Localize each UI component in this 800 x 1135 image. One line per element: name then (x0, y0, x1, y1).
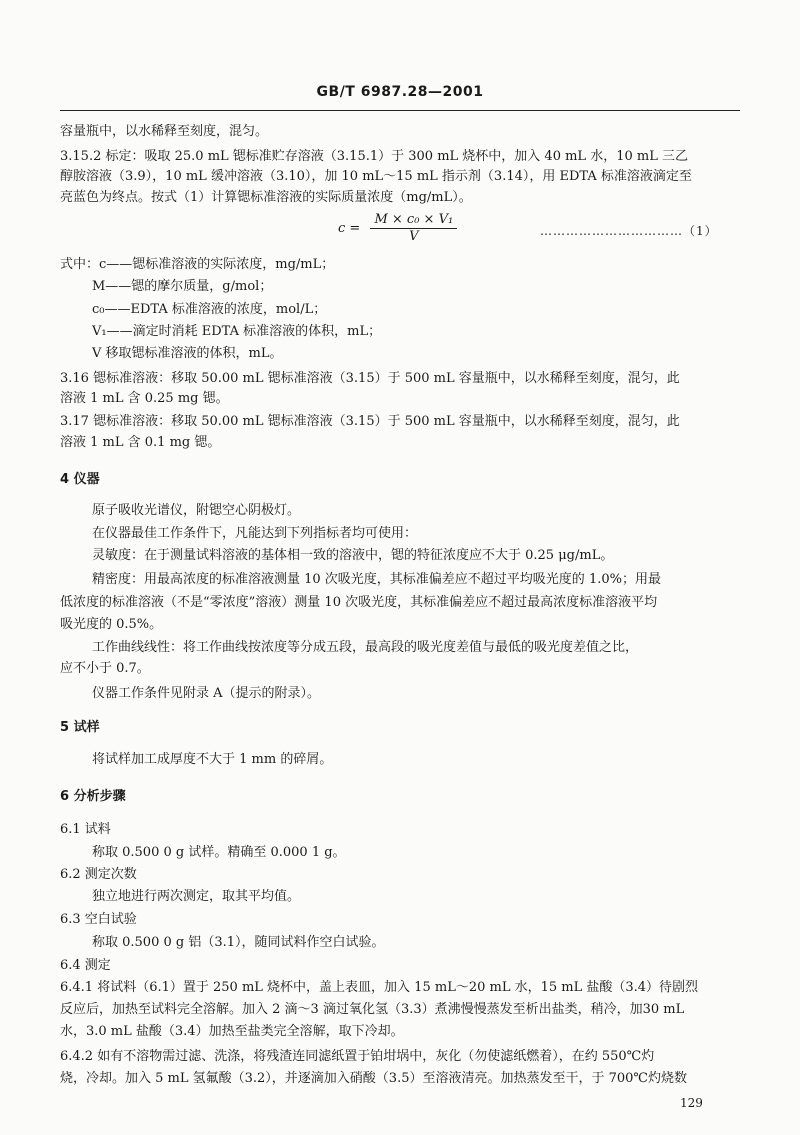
text-line: 3.16 锶标准溶液：移取 50.00 mL 锶标准溶液（3.15）于 500 mL 容量瓶中，以水稀释至刻度，混匀，此 (60, 371, 680, 386)
formula-1 (338, 212, 457, 245)
text-line: M——锶的摩尔质量，g/mol； (92, 279, 273, 294)
formula-numerator: M × c₀ × V₁ (370, 212, 457, 229)
equation-number: ……………………………（1） (540, 224, 718, 238)
text-line: 3.17 锶标准溶液：移取 50.00 mL 锶标准溶液（3.15）于 500 mL 容量瓶中，以水稀释至刻度，混匀，此 (60, 414, 680, 429)
text-line: 在仪器最佳工作条件下，凡能达到下列指标者均可使用： (92, 526, 418, 541)
text-line: 亮蓝色为终点。按式（1）计算锶标准溶液的实际质量浓度（mg/mL）。 (60, 190, 472, 205)
section-heading: 5 试样 (60, 720, 100, 735)
text-line: 式中：c——锶标准溶液的实际浓度，mg/mL； (60, 257, 335, 272)
text-line: 溶液 1 mL 含 0.25 mg 锶。 (60, 391, 229, 406)
subsection-heading: 6.2 测定次数 (60, 867, 137, 882)
text-line: 6.4.2 如有不溶物需过滤、洗涤，将残渣连同滤纸置于铂坩埚中，灰化（勿使滤纸燃着），在约 550℃灼 (60, 1049, 655, 1064)
text-line: 灵敏度：在于测量试料溶液的基体相一致的溶液中，锶的特征浓度应不大于 0.25 μg/mL。 (92, 548, 614, 563)
formula-fraction (370, 212, 457, 245)
text-line: 容量瓶中，以水稀释至刻度，混匀。 (60, 124, 269, 139)
text-line: 反应后，加热至试料完全溶解。加入 2 滴～3 滴过氧化氢（3.3）煮沸慢慢蒸发至析出盐类，稍冷，加30 mL (60, 1002, 685, 1017)
text-line: 溶液 1 mL 含 0.1 mg 锶。 (60, 435, 221, 450)
text-line: V₁——滴定时消耗 EDTA 标准溶液的体积，mL； (92, 324, 382, 339)
header-rule (60, 110, 740, 111)
subsection-heading: 6.1 试料 (60, 822, 111, 837)
formula-lhs: c = (338, 221, 361, 236)
text-line: 精密度：用最高浓度的标准溶液测量 10 次吸光度，其标准偏差应不超过平均吸光度的 1.0%；用最 (92, 572, 661, 587)
text-line: 吸光度的 0.5%。 (60, 617, 163, 632)
standard-header: GB/T 6987.28—2001 (316, 84, 484, 100)
text-line: 3.15.2 标定：吸取 25.0 mL 锶标准贮存溶液（3.15.1）于 300 mL 烧杯中，加入 40 mL 水，10 mL 三乙 (60, 149, 688, 164)
section-heading: 6 分析步骤 (60, 789, 126, 804)
text-line: 称取 0.500 0 g 铝（3.1），随同试料作空白试验。 (92, 935, 385, 950)
text-line: 应不小于 0.7。 (60, 661, 150, 676)
subsection-heading: 6.4 测定 (60, 958, 111, 973)
text-line: 烧，冷却。加入 5 mL 氢氟酸（3.2），并逐滴加入硝酸（3.5）至溶液清亮。加热蒸发至干，于 700℃灼烧数 (60, 1071, 687, 1086)
text-line: 将试样加工成厚度不大于 1 mm 的碎屑。 (92, 752, 333, 767)
subsection-heading: 6.3 空白试验 (60, 912, 137, 927)
text-line: 仪器工作条件见附录 A（提示的附录）。 (92, 686, 321, 701)
text-line: 低浓度的标准溶液（不是“零浓度”溶液）测量 10 次吸光度，其标准偏差应不超过最高浓度标准溶液平均 (60, 595, 658, 610)
text-line: 水，3.0 mL 盐酸（3.4）加热至盐类完全溶解，取下冷却。 (60, 1024, 404, 1039)
text-line: 原子吸收光谱仪，附锶空心阴极灯。 (92, 503, 301, 518)
text-line: 工作曲线线性：将工作曲线按浓度等分成五段，最高段的吸光度差值与最低的吸光度差值之比， (92, 640, 639, 655)
text-line: 独立地进行两次测定，取其平均值。 (92, 889, 301, 904)
formula-denominator: V (409, 229, 419, 244)
text-line: c₀——EDTA 标准溶液的浓度，mol/L； (92, 302, 327, 317)
page-number: 129 (680, 1096, 703, 1110)
text-line: V 移取锶标准溶液的体积，mL。 (92, 346, 283, 361)
text-line: 称取 0.500 0 g 试样。精确至 0.000 1 g。 (92, 845, 346, 860)
text-line: 醇胺溶液（3.9），10 mL 缓冲溶液（3.10），加 10 mL～15 mL 指示剂（3.14），用 EDTA 标准溶液滴定至 (60, 169, 692, 184)
text-line: 6.4.1 将试料（6.1）置于 250 mL 烧杯中，盖上表皿，加入 15 mL～20 mL 水，15 mL 盐酸（3.4）待剧烈 (60, 980, 699, 995)
section-heading: 4 仪器 (60, 472, 100, 487)
